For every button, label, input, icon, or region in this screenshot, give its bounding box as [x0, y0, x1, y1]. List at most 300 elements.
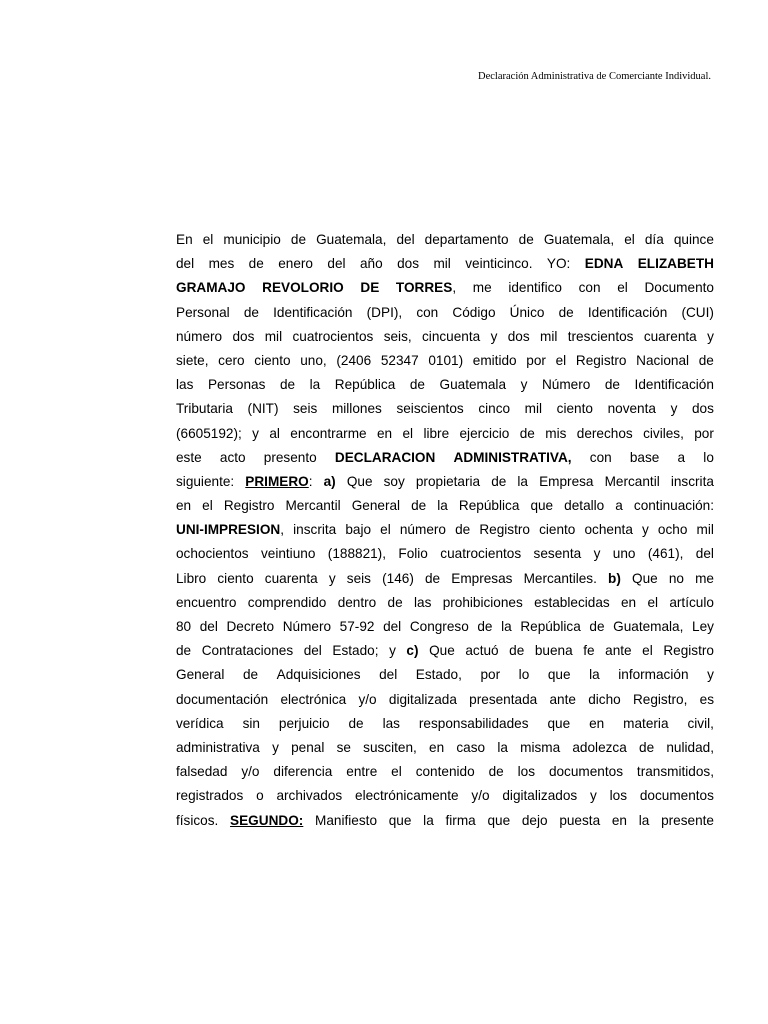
word: comprendido — [247, 594, 327, 610]
word: bajo — [345, 522, 372, 538]
word: por — [526, 352, 546, 368]
word: mis — [545, 425, 567, 441]
word: derechos — [576, 425, 633, 441]
word: del — [383, 619, 402, 634]
word: DECLARACION — [334, 449, 436, 465]
word: del — [695, 546, 714, 562]
word: ejercicio — [459, 425, 510, 441]
word: la — [501, 619, 512, 634]
word: diferencia — [273, 764, 333, 780]
word: Empresa — [539, 473, 594, 489]
word: el — [647, 594, 659, 610]
word: encontrarme — [290, 425, 367, 441]
word: Libro — [176, 570, 207, 586]
word: Código — [452, 304, 496, 320]
word: documentos — [548, 764, 623, 780]
paragraph-line — [176, 446, 714, 470]
word: día — [644, 232, 664, 247]
word: presente — [661, 812, 714, 828]
word: y — [490, 328, 498, 344]
word: UNI-IMPRESION, — [176, 522, 285, 538]
word: General — [351, 498, 401, 514]
word: de — [176, 643, 192, 659]
word: continuación: — [633, 498, 714, 514]
word: del — [303, 643, 322, 659]
word: el — [380, 522, 391, 538]
word: PRIMERO: — [245, 473, 313, 489]
word: la — [589, 667, 600, 683]
word: Guatemala, — [543, 232, 615, 247]
word: cuatrocientos — [440, 546, 522, 562]
word: documentos — [639, 788, 714, 804]
word: ciento — [217, 570, 254, 586]
word: Que — [429, 643, 455, 659]
paragraph-line — [176, 688, 714, 712]
word: entre — [346, 764, 378, 780]
word: en — [176, 498, 192, 514]
paragraph-line — [176, 494, 714, 518]
word: de — [348, 715, 364, 731]
word: cuarenta — [264, 570, 318, 586]
word: por — [694, 425, 714, 441]
word: de — [491, 473, 507, 489]
word: fe — [583, 643, 595, 659]
word: seiscientos — [396, 401, 464, 417]
word: registrados — [176, 788, 244, 804]
word: puesta — [559, 812, 601, 828]
word: lo — [518, 667, 530, 683]
word: y — [642, 522, 649, 538]
word: es — [699, 691, 714, 707]
word: información — [618, 667, 689, 683]
word: que — [388, 812, 412, 828]
word: y/o — [471, 788, 490, 804]
word: la — [497, 739, 508, 755]
word: caso — [456, 739, 486, 755]
word: con — [416, 304, 439, 320]
word: (CUI) — [681, 304, 714, 320]
paragraph-line — [176, 542, 714, 566]
word: sin — [242, 715, 260, 731]
word: la — [309, 377, 321, 393]
word: 80 — [176, 619, 192, 634]
word: cuatrocientos — [292, 328, 374, 344]
word: en — [376, 425, 393, 441]
word: soy — [383, 473, 405, 489]
paragraph-line — [176, 252, 714, 276]
word: ciento — [539, 522, 576, 538]
word: el — [555, 352, 567, 368]
word: los — [517, 764, 536, 780]
word: perjuicio — [278, 715, 330, 731]
word: República — [458, 498, 520, 514]
word: la — [437, 498, 448, 514]
word: la — [638, 812, 650, 828]
word: b) — [608, 570, 621, 586]
word: (DPI), — [366, 304, 403, 320]
word: Personas — [207, 377, 266, 393]
word: Adquisiciones — [276, 667, 361, 683]
word: de — [248, 256, 264, 272]
word: (146) — [382, 570, 414, 586]
word: dentro — [337, 594, 377, 610]
word: electrónicamente — [355, 788, 459, 804]
word: quince — [673, 232, 714, 247]
word: archivados — [276, 788, 343, 804]
word: número — [399, 522, 446, 538]
word: mes — [208, 256, 235, 272]
word: que — [530, 498, 554, 514]
word: Estado, — [415, 667, 462, 683]
word: seis — [346, 570, 371, 586]
paragraph-line — [176, 809, 714, 833]
word: seis — [293, 401, 318, 417]
word: Único — [509, 304, 545, 320]
word: departamento — [424, 232, 509, 247]
word: presentada — [469, 691, 538, 707]
word: por — [480, 667, 501, 683]
word: artículo — [669, 594, 714, 610]
word: Documento — [644, 280, 714, 296]
paragraph-line — [176, 470, 714, 494]
word: y — [272, 739, 279, 755]
paragraph-line — [176, 422, 714, 446]
paragraph-line — [176, 276, 714, 300]
paragraph-line — [176, 591, 714, 615]
word: cero — [218, 352, 245, 368]
word: uno — [612, 546, 636, 562]
word: al — [269, 425, 280, 441]
word: Registro — [479, 522, 530, 538]
word: dos — [692, 401, 714, 417]
word: materia — [623, 715, 669, 731]
word: y — [593, 546, 601, 562]
word: Estado; — [332, 643, 379, 659]
word: YO: — [546, 256, 571, 272]
word: en — [621, 594, 637, 610]
word: de — [411, 498, 427, 514]
word: y — [707, 667, 714, 683]
word: 0101) — [428, 352, 464, 368]
paragraph-line — [176, 349, 714, 373]
word: a — [615, 498, 623, 514]
word: electrónica — [280, 691, 347, 707]
word: del — [176, 256, 195, 272]
word: digitalizada — [388, 691, 457, 707]
word: presento — [263, 449, 317, 465]
word: (2406 — [336, 352, 372, 368]
word: DE — [360, 280, 380, 296]
word: trescientos — [567, 328, 634, 344]
word: de — [558, 304, 574, 320]
word: (461), — [647, 546, 684, 562]
word: República — [334, 377, 396, 393]
word: el — [642, 643, 653, 659]
word: civil, — [687, 715, 714, 731]
word: de — [519, 425, 535, 441]
word: este — [176, 449, 202, 465]
word: c) — [406, 643, 419, 659]
word: Registro, — [632, 691, 688, 707]
word: o — [256, 788, 264, 804]
word: Ley — [692, 619, 714, 634]
word: identifico — [508, 280, 562, 296]
word: (NIT) — [247, 401, 279, 417]
word: número — [176, 328, 223, 344]
word: a) — [323, 473, 336, 489]
word: con — [589, 449, 612, 465]
word: seis, — [383, 328, 412, 344]
word: documentación — [176, 691, 269, 707]
word: Número — [541, 377, 591, 393]
word: base — [629, 449, 660, 465]
word: el — [202, 498, 213, 514]
document-body — [176, 228, 714, 833]
word: no — [668, 570, 684, 586]
word: dos — [232, 328, 255, 344]
word: de — [409, 377, 425, 393]
word: digitalizados — [502, 788, 578, 804]
word: uno, — [300, 352, 327, 368]
word: de — [589, 619, 605, 634]
word: REVOLORIO — [262, 280, 344, 296]
word: ADMINISTRATIVA, — [453, 449, 572, 465]
word: Folio — [398, 546, 428, 562]
word: ante — [549, 691, 576, 707]
word: actuó — [465, 643, 499, 659]
word: dos — [397, 256, 420, 272]
word: el — [624, 232, 635, 247]
word: Guatemala, — [316, 232, 387, 247]
word: la — [423, 812, 434, 828]
word: con — [578, 280, 601, 296]
word: que — [487, 812, 511, 828]
word: y/o — [241, 764, 260, 780]
word: y/o — [358, 691, 377, 707]
word: Congreso — [409, 619, 469, 634]
word: ante — [605, 643, 632, 659]
word: buena — [534, 643, 573, 659]
word: Registro — [663, 643, 714, 659]
word: 57-92 — [339, 619, 375, 634]
page-header: Declaración Administrativa de Comerciante Individual. — [478, 71, 711, 82]
paragraph-line — [176, 518, 714, 542]
word: Registro — [223, 498, 275, 514]
paragraph-line — [176, 301, 714, 325]
word: de — [488, 764, 504, 780]
word: en — [589, 715, 605, 731]
word: los — [609, 788, 628, 804]
word: siete, — [176, 352, 209, 368]
word: de — [242, 667, 259, 683]
word: verídica — [176, 715, 224, 731]
word: ELIZABETH — [637, 256, 714, 272]
paragraph-line — [176, 373, 714, 397]
word: firma — [445, 812, 476, 828]
word: Manifiesto — [315, 812, 378, 828]
word: Mercantiles. — [523, 570, 597, 586]
paragraph-line — [176, 712, 714, 736]
word: administrativa — [176, 739, 260, 755]
word: GRAMAJO — [176, 280, 246, 296]
word: se — [336, 739, 351, 755]
word: acto — [219, 449, 246, 465]
word: me — [695, 570, 714, 586]
word: General — [176, 667, 225, 683]
word: Registro — [575, 352, 627, 368]
word: dicho — [588, 691, 621, 707]
word: Mercantil — [285, 498, 341, 514]
word: veinticinco. — [465, 256, 533, 272]
word: Que — [632, 570, 658, 586]
word: el — [402, 425, 414, 441]
word: mil — [264, 328, 283, 344]
word: falsedad — [176, 764, 228, 780]
word: Guatemala, — [613, 619, 684, 634]
word: mil — [433, 256, 451, 272]
word: Número — [282, 619, 332, 634]
word: y — [590, 788, 597, 804]
word: República — [520, 619, 581, 634]
word: que — [547, 667, 571, 683]
paragraph-line — [176, 325, 714, 349]
word: dos — [507, 328, 530, 344]
word: inscrita — [670, 473, 714, 489]
paragraph-line — [176, 760, 714, 784]
word: (188821), — [327, 546, 386, 562]
word: En — [176, 232, 193, 247]
word: nulidad, — [666, 739, 714, 755]
word: me — [472, 280, 492, 296]
word: y — [328, 570, 336, 586]
word: Contrataciones — [201, 643, 294, 659]
paragraph-line — [176, 639, 714, 663]
paragraph-line — [176, 663, 714, 687]
paragraph-line — [176, 228, 714, 252]
word: del — [199, 619, 218, 634]
word: Nacional — [636, 352, 690, 368]
word: EDNA — [584, 256, 624, 272]
word: cuarenta — [643, 328, 697, 344]
word: TORRES, — [395, 280, 457, 296]
word: de — [639, 739, 655, 755]
word: cincuenta — [422, 328, 481, 344]
word: de — [604, 377, 620, 393]
word: susciten, — [363, 739, 417, 755]
word: que — [547, 715, 571, 731]
word: noventa — [607, 401, 656, 417]
word: del — [379, 667, 398, 683]
word: civiles, — [643, 425, 684, 441]
word: Identificación — [587, 304, 668, 320]
word: de — [509, 643, 525, 659]
word: en — [429, 739, 445, 755]
word: Guatemala — [439, 377, 507, 393]
word: cinco — [478, 401, 511, 417]
word: responsabilidades — [418, 715, 529, 731]
word: lo — [703, 449, 714, 465]
word: ciento — [254, 352, 291, 368]
paragraph-line — [176, 784, 714, 808]
word: mil — [524, 401, 543, 417]
word: Empresas — [451, 570, 513, 586]
word: del — [327, 256, 346, 272]
word: veintiuno — [260, 546, 316, 562]
word: libre — [423, 425, 450, 441]
word: Identificación — [273, 304, 353, 320]
word: Mercantil — [604, 473, 660, 489]
word: detallo — [564, 498, 605, 514]
word: la — [517, 473, 528, 489]
word: el — [617, 280, 628, 296]
word: SEGUNDO: — [230, 812, 304, 828]
word: prohibiciones — [442, 594, 523, 610]
word: misma — [520, 739, 561, 755]
word: el — [202, 232, 214, 247]
word: sesenta — [533, 546, 582, 562]
word: año — [359, 256, 383, 272]
word: y — [707, 328, 714, 344]
word: contenido — [415, 764, 475, 780]
word: y — [670, 401, 678, 417]
word: y — [252, 425, 259, 441]
word: el — [391, 764, 402, 780]
word: a — [677, 449, 686, 465]
word: de — [477, 619, 493, 634]
word: ciento — [556, 401, 593, 417]
word: Que — [346, 473, 373, 489]
word: 52347 — [380, 352, 419, 368]
paragraph-line — [176, 736, 714, 760]
word: Identificación — [634, 377, 714, 393]
word: dejo — [521, 812, 548, 828]
word: enero — [278, 256, 313, 272]
word: penal — [291, 739, 325, 755]
word: transmitidos, — [636, 764, 714, 780]
word: Personal — [176, 304, 230, 320]
word: de — [424, 570, 441, 586]
word: de — [455, 522, 471, 538]
word: mil — [540, 328, 558, 344]
word: de — [243, 304, 259, 320]
word: ochenta — [584, 522, 633, 538]
word: del — [396, 232, 415, 247]
paragraph-line — [176, 567, 714, 591]
word: en — [611, 812, 627, 828]
word: de — [698, 352, 714, 368]
word: (6605192); — [176, 425, 242, 441]
word: millones — [331, 401, 382, 417]
word: inscrita — [293, 522, 337, 538]
word: propietaria — [415, 473, 481, 489]
word: ochocientos — [176, 546, 249, 562]
word: siguiente: — [176, 473, 235, 489]
word: Decreto — [226, 619, 275, 634]
word: emitido — [472, 352, 517, 368]
word: las — [413, 594, 432, 610]
word: municipio — [223, 232, 281, 247]
word: Tributaria — [176, 401, 233, 417]
word: de — [279, 377, 296, 393]
word: ocho — [657, 522, 688, 538]
word: físicos. — [176, 812, 219, 828]
word: encuentro — [176, 594, 237, 610]
word: de — [387, 594, 403, 610]
word: las — [382, 715, 400, 731]
word: de — [290, 232, 307, 247]
word: establecidas — [534, 594, 610, 610]
word: mil — [696, 522, 714, 538]
